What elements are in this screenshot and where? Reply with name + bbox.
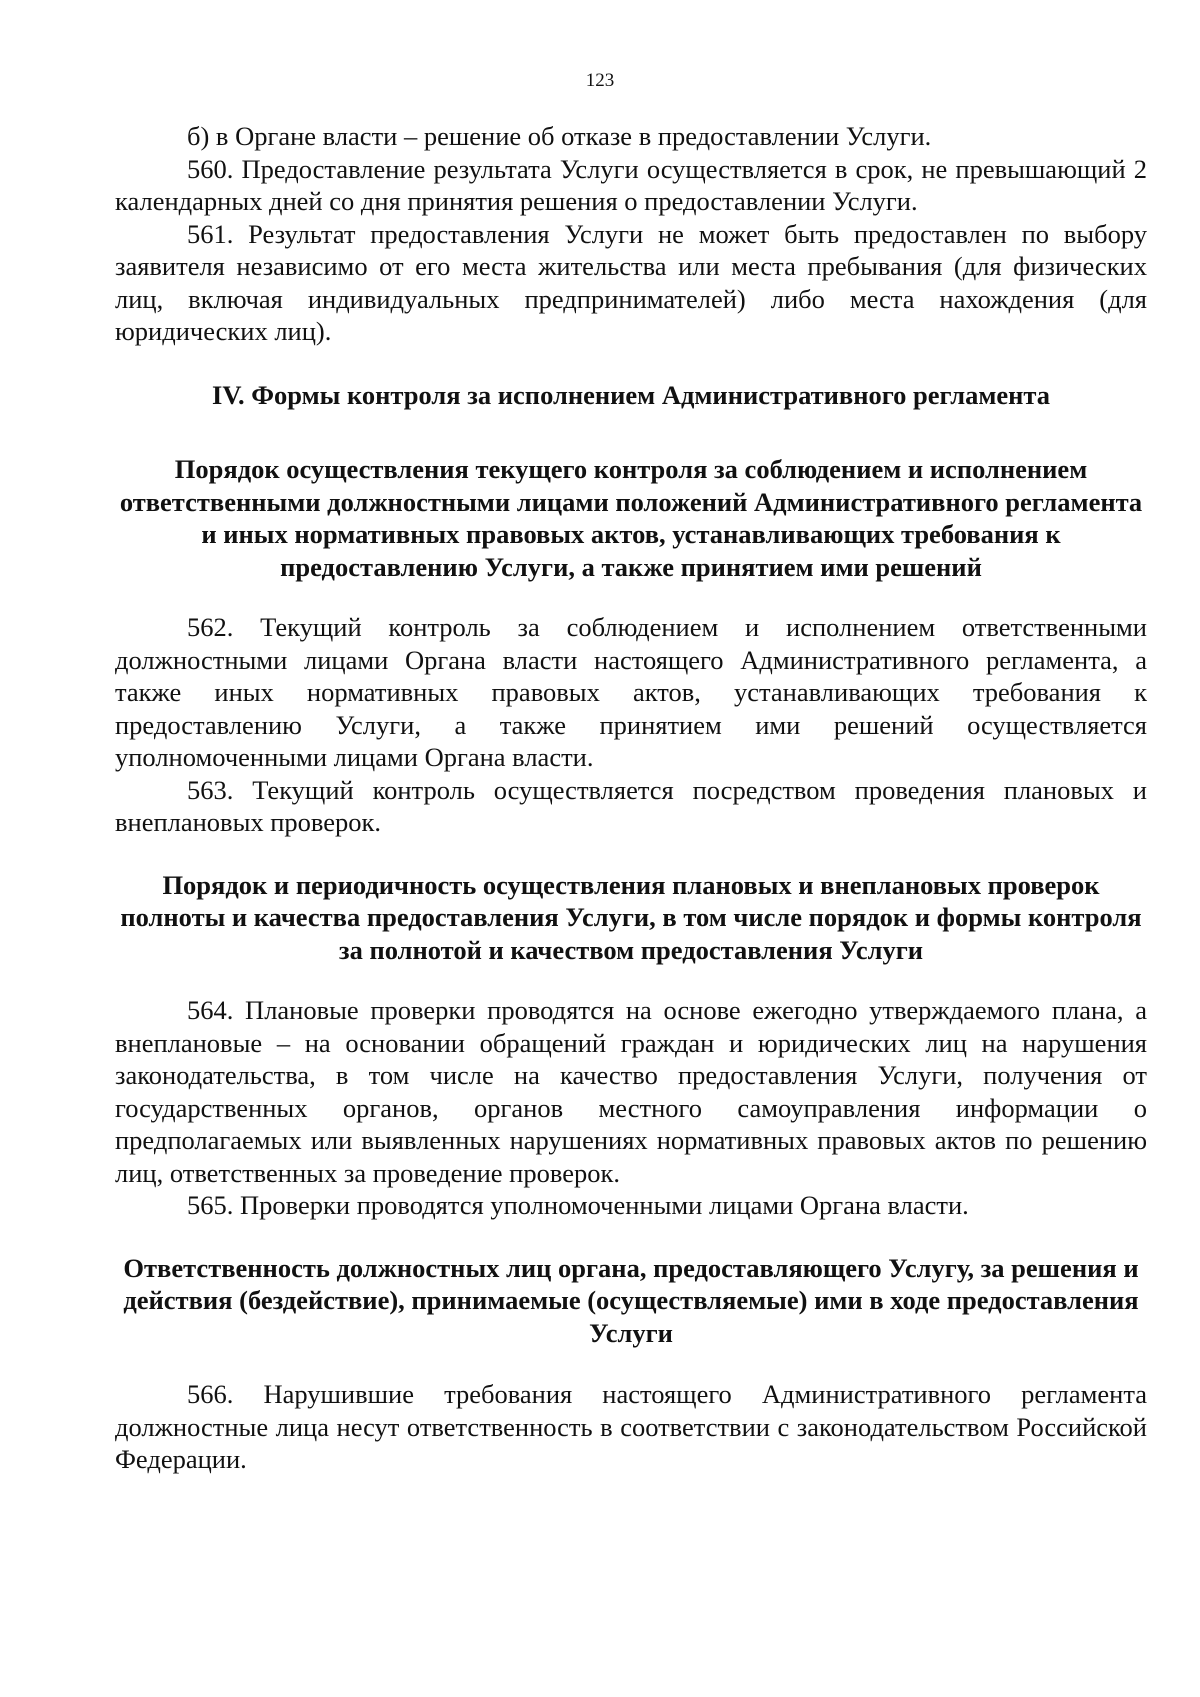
paragraph-566: 566. Нарушившие требования настоящего Административного регламента должностные лица несут ответственность в соответствии с законодательством Российской Федерации. [115, 1379, 1147, 1474]
paragraph-563: 563. Текущий контроль осуществляется посредством проведения плановых и внеплановых проверок. [115, 774, 1147, 837]
paragraph-561: 561. Результат предоставления Услуги не может быть предоставлен по выбору заявителя независимо от его места жительства или места пребывания (для физических лиц, включая индивидуальных предпринимателей) либо места нахождения (для юридических лиц). [115, 218, 1147, 346]
current-control-heading: Порядок осуществления текущего контроля за соблюдением и исполнением ответственными должностными лицами положений Административного регламента и иных нормативных правовых актов, устанавливающих требования к предоставлению Услуги, а также принятием ими решений [119, 454, 1143, 582]
inspections-heading: Порядок и периодичность осуществления плановых и внеплановых проверок полноты и качества предоставления Услуги, в том числе порядок и формы контроля за полнотой и качеством предоставления Услуги [120, 869, 1142, 965]
paragraph-565: 565. Проверки проводятся уполномоченными лицами Органа власти. [187, 1190, 969, 1220]
paragraph-564: 564. Плановые проверки проводятся на основе ежегодно утверждаемого плана, а внеплановые – на основании обращений граждан и юридических лиц на нарушения законодательства, в том числе на качество предоставления Услуги, получения от государственных органов, органов местного самоуправления информации о предполагаемых или выявленных нарушениях нормативных правовых актов по решению лиц, ответственных за проведение проверок. [115, 995, 1147, 1188]
paragraph-560: 560. Предоставление результата Услуги осуществляется в срок, не превышающий 2 календарных дней со дня принятия решения о предоставлении Услуги. [115, 153, 1147, 216]
paragraph-562: 562. Текущий контроль за соблюдением и исполнением ответственными должностными лицами Органа власти настоящего Административного регламента, а также иных нормативных правовых актов, устанавливающих требования к предоставлению Услуги, а также принятием ими решений осуществляется уполномоченными лицами Органа власти. [115, 612, 1147, 772]
paragraph-b: б) в Органе власти – решение об отказе в предоставлении Услуги. [187, 121, 932, 151]
page-body [115, 120, 1147, 1476]
page-number: 123 [585, 70, 615, 91]
responsibility-heading: Ответственность должностных лиц органа, предоставляющего Услугу, за решения и действия (бездействие), принимаемые (осуществляемые) ими в ходе предоставления Услуги [123, 1252, 1139, 1348]
section-iv-heading: IV. Формы контроля за исполнением Административного регламента [212, 379, 1050, 410]
